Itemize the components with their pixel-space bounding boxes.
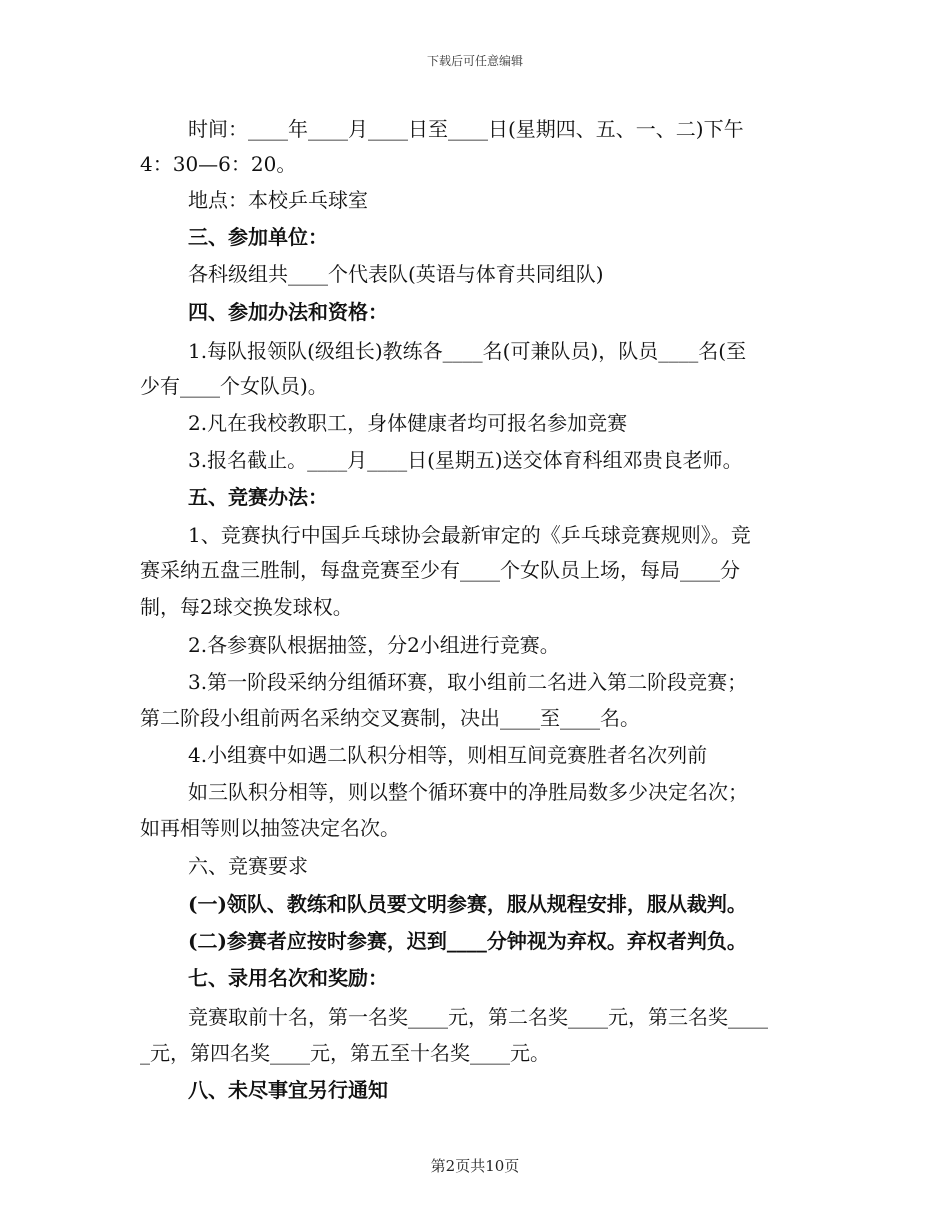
requirement-1: (一)领队、教练和队员要文明参赛，服从规程安排，服从裁判。 — [188, 892, 747, 916]
participants-line: 各科级组共____个代表队(英语与体育共同组队) — [188, 262, 604, 286]
rule-4-1: 1.每队报领队(级组长)教练各____名(可兼队员)，队员____名(至 — [188, 339, 747, 363]
section-heading-3: 三、参加单位： — [188, 225, 328, 249]
awards-line: 竞赛取前十名，第一名奖____元，第二名奖____元，第三名奖____ — [188, 1005, 768, 1029]
requirement-2: (二)参赛者应按时参赛，迟到____分钟视为弃权。弃权者判负。 — [188, 929, 747, 953]
awards-line-continued: _元，第四名奖____元，第五至十名奖____元。 — [140, 1041, 550, 1065]
rule-4-2: 2.凡在我校教职工，身体健康者均可报名参加竞赛 — [188, 411, 628, 435]
rule-5-4-detail: 如三队积分相等，则以整个循环赛中的净胜局数多少决定名次； — [188, 780, 748, 804]
rule-5-4-detail-continued: 如再相等则以抽签决定名次。 — [140, 816, 400, 840]
rule-5-4: 4.小组赛中如遇二队积分相等，则相互间竞赛胜者名次列前 — [188, 743, 708, 767]
rule-5-3: 3.第一阶段采纳分组循环赛，取小组前二名进入第二阶段竞赛； — [188, 670, 748, 694]
rule-5-3-continued: 第二阶段小组前两名采纳交叉赛制，决出____至____名。 — [140, 706, 640, 730]
section-heading-6: 六、竞赛要求 — [188, 854, 308, 878]
section-heading-8: 八、未尽事宜另行通知 — [188, 1078, 388, 1102]
rule-5-2: 2.各参赛队根据抽签，分2小组进行竞赛。 — [188, 633, 560, 657]
rule-4-1-continued: 少有____个女队员)。 — [140, 374, 328, 398]
time-line-continued: 4：30—6：20。 — [140, 152, 297, 176]
rule-5-1-continued-2: 制，每2球交换发球权。 — [140, 595, 353, 619]
rule-4-3: 3.报名截止。____月____日(星期五)送交体育科组邓贵良老师。 — [188, 448, 743, 472]
section-heading-7: 七、录用名次和奖励： — [188, 966, 388, 990]
section-heading-5: 五、竞赛办法： — [188, 485, 328, 509]
page-header: 下载后可任意编辑 — [426, 54, 523, 68]
location-line: 地点：本校乒乓球室 — [188, 188, 368, 212]
rule-5-1: 1、竞赛执行中国乒乓球协会最新审定的《乒乓球竞赛规则》。竞 — [188, 523, 751, 547]
page-footer: 第2页共10页 — [430, 1157, 520, 1175]
time-line: 时间：____年____月____日至____日(星期四、五、一、二)下午 — [188, 117, 744, 141]
rule-5-1-continued: 赛采纳五盘三胜制，每盘竞赛至少有____个女队员上场，每局____分 — [140, 558, 740, 582]
section-heading-4: 四、参加办法和资格： — [188, 300, 388, 324]
